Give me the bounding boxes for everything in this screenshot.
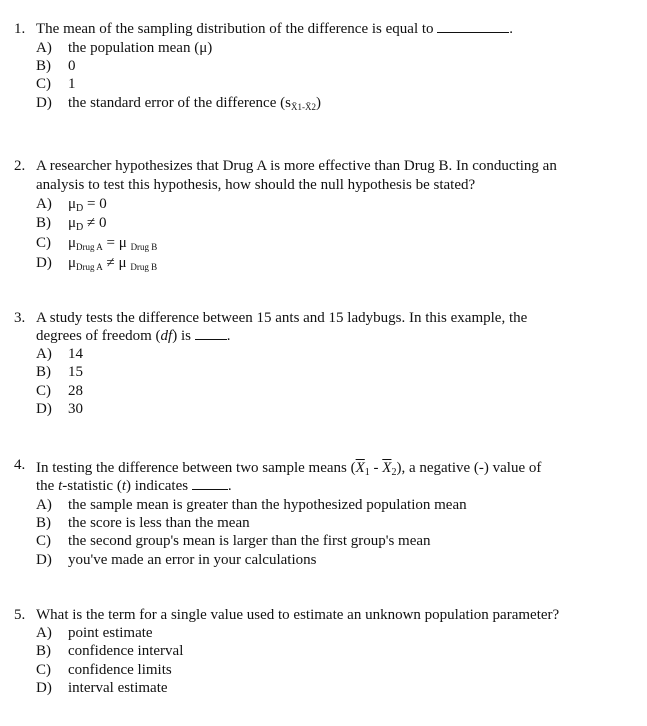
option-letter: B) [36, 58, 51, 74]
option-letter: D) [36, 255, 52, 271]
option-text: the population mean (μ) [68, 40, 213, 56]
answer-blank [437, 31, 509, 33]
question-1-stem: The mean of the sampling distribution of the difference is equal to . [36, 21, 514, 37]
option-text: 0 [68, 58, 76, 74]
option-text: confidence interval [68, 643, 184, 659]
option-letter: A) [36, 40, 52, 56]
option-text: 15 [68, 364, 83, 380]
question-5-stem: What is the term for a single value used to estimate an unknown population parameter? [36, 607, 560, 623]
option-letter: A) [36, 196, 52, 212]
question-2-stem-line-2: analysis to test this hypothesis, how should the null hypothesis be stated? [36, 177, 476, 193]
option-letter: C) [36, 662, 51, 678]
option-text: you've made an error in your calculations [68, 552, 317, 568]
option-text: confidence limits [68, 662, 172, 678]
option-letter: D) [36, 680, 52, 696]
option-formula: $\mu_D = 0$ [68, 196, 107, 214]
question-2-stem-line-1: A researcher hypothesizes that Drug A is more effective than Drug B. In conducting an [36, 158, 557, 174]
option-text: 14 [68, 346, 83, 362]
answer-blank [195, 338, 227, 340]
option-letter: D) [36, 95, 52, 111]
question-4-stem-line-2: the t-statistic (t) indicates . [36, 478, 232, 494]
option-letter: B) [36, 364, 51, 380]
option-letter: C) [36, 76, 51, 92]
option-formula: $\mu_D \ne 0$ [68, 215, 107, 233]
option-letter: D) [36, 401, 52, 417]
option-formula: $\mu_{Drug A} \ne \mu$ $_{Drug B}$ [68, 255, 158, 272]
option-text: the second group's mean is larger than the first group's mean [68, 533, 431, 549]
question-4-number: 4. [14, 457, 26, 473]
option-letter: B) [36, 515, 51, 531]
question-3-stem-line-1: A study tests the difference between 15 ants and 15 ladybugs. In this example, the [36, 310, 528, 326]
question-4-stem-line-1: In testing the difference between two sample means $(\overline{X}_1 - \overline{X}_2)$, a negative (-) value of [36, 460, 542, 478]
option-letter: C) [36, 235, 51, 251]
option-formula: $\mu_{Drug A} = \mu$ $_{Drug B}$ [68, 235, 158, 252]
option-text: the score is less than the mean [68, 515, 250, 531]
question-1-number: 1. [14, 21, 26, 37]
option-text: the standard error of the difference $(s_{X̄1-X̄2})$ [68, 95, 321, 112]
question-3-stem-line-2: degrees of freedom (df) is . [36, 328, 231, 344]
option-text: 1 [68, 76, 76, 92]
option-letter: A) [36, 497, 52, 513]
option-text: 28 [68, 383, 83, 399]
option-letter: D) [36, 552, 52, 568]
option-text: the sample mean is greater than the hypothesized population mean [68, 497, 467, 513]
question-3-number: 3. [14, 310, 26, 326]
option-letter: A) [36, 625, 52, 641]
option-letter: A) [36, 346, 52, 362]
question-5-number: 5. [14, 607, 26, 623]
question-2-number: 2. [14, 158, 26, 174]
option-text: 30 [68, 401, 83, 417]
answer-blank [192, 488, 228, 490]
option-letter: B) [36, 643, 51, 659]
option-letter: C) [36, 533, 51, 549]
option-letter: C) [36, 383, 51, 399]
option-letter: B) [36, 215, 51, 231]
option-text: point estimate [68, 625, 153, 641]
option-text: interval estimate [68, 680, 168, 696]
